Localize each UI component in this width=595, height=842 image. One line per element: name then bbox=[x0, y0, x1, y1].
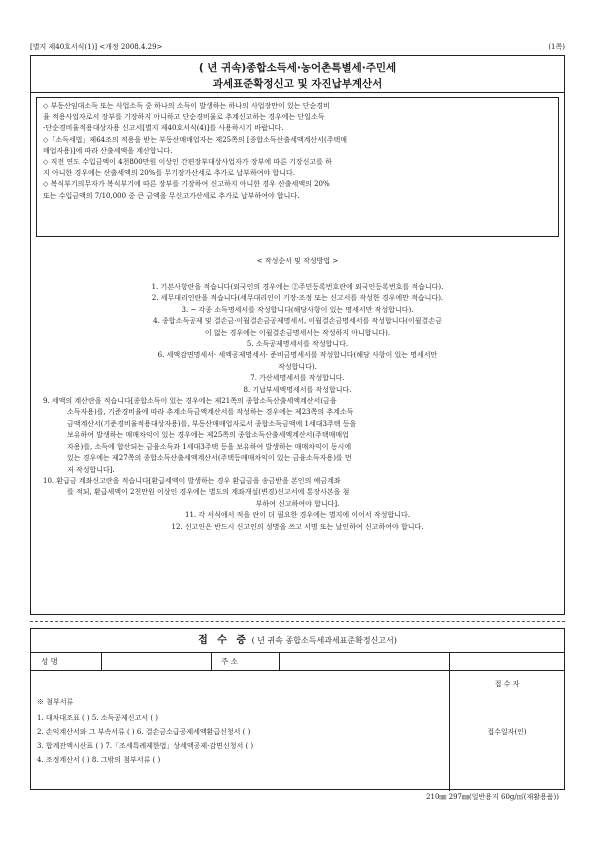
form-number: [별지 제40호서식(1)] <개정 2008.4.29> bbox=[30, 43, 163, 51]
divider bbox=[101, 653, 102, 671]
attachment-item: 3. 합계잔액시산표 ( ) 7.「조세특례제한법」상세액공제·감면신청서 ( ) bbox=[37, 742, 254, 750]
method-line: 저 작성합니다]. bbox=[67, 465, 115, 474]
notice-line: -단순경비율적용대상자용 신고서[별지 제40호서식(4)]를 사용하시기 바랍니다. bbox=[43, 124, 284, 133]
method-line: 있는 경우에는 제27쪽의 종합소득산출세액계산서(주택등매매차익이 있는 금융소득자용)를 먼 bbox=[67, 454, 352, 463]
method-line: 소득자용)를, 기준경비율에 따라 추계소득금액계산서를 작성하는 경우에는 제23쪽의 추계소득 bbox=[67, 408, 354, 417]
method-line: 6. 세액감면명세서· 세액공제명세서· 준비금명세서를 작성합니다(해당 사항이 있는 명세서만 bbox=[157, 351, 438, 360]
receipt-box bbox=[30, 628, 565, 790]
main-form-box bbox=[30, 55, 565, 615]
form-title-line2: 과세표준확정신고 및 자진납부계산서 bbox=[212, 78, 383, 90]
method-line: 3. ~ 각종 소득명세서를 작성합니다(해당사항이 있는 명세서만 작성합니다). bbox=[181, 305, 414, 314]
method-line: 부하여 신고하여야 합니다]. bbox=[255, 499, 340, 508]
notice-line: 또는 수입금액의 7/10,000 중 큰 금액을 무신고가산세로 추가로 납부하여야 합니다. bbox=[43, 191, 300, 200]
attachment-item: 1. 대차대조표 ( ) 5. 소득공제신고서 ( ) bbox=[37, 714, 159, 722]
method-line: 작성합니다). bbox=[278, 362, 317, 371]
receipt-title-main: 접 수 증 bbox=[198, 635, 250, 646]
attachments-title: ※ 첨부서류 bbox=[37, 698, 74, 706]
title-divider bbox=[31, 92, 564, 93]
method-line: 5. 소득공제명세서를 작성합니다. bbox=[246, 340, 349, 349]
divider bbox=[211, 653, 212, 671]
notice-line: ◇ 복식부기의무자가 복식부기에 따른 장부를 기장하여 신고하지 아니한 경우 산출세액의 20% bbox=[43, 180, 330, 189]
notice-line: 율 적용사업자로서 장부를 기장하지 아니하고 단순경비율로 추계신고하는 경우에는 단일소득 bbox=[43, 113, 325, 122]
divider bbox=[449, 653, 450, 671]
notice-box bbox=[36, 97, 559, 237]
notice-line: ◇ 부동산임대소득 또는 사업소득 중 하나의 소득이 발생하는 하나의 사업장만이 있는 단순경비 bbox=[43, 102, 330, 110]
notice-line: ◇ 직전 연도 수입금액이 4천800만원 이상인 간편장부대상사업자가 장부에 따른 기장신고를 하 bbox=[43, 158, 332, 167]
method-line: 11. 각 서식에서 적을 란이 더 필요한 경우에는 별지에 이어서 작성합니다. bbox=[185, 511, 410, 520]
cut-line bbox=[30, 621, 565, 622]
method-line: 금액계산서(기준경비율적용대상자용)를, 부동산매매업자로서 종합소득금액에 1세대3주택 등을 bbox=[67, 419, 357, 428]
method-line: 이 없는 경우에는 이월결손금명세서는 작성하지 아니합니다). bbox=[204, 328, 391, 337]
form-title-line1: ( 년 귀속)종합소득세·농어촌특별세·주민세 bbox=[198, 62, 397, 74]
page-number: (1쪽) bbox=[548, 43, 565, 51]
method-line: 2. 세무대리인란을 적습니다(세무대리인이 기장·조정 또는 신고서를 작성한 경우에만 적습니다). bbox=[151, 294, 444, 303]
attachment-item: 2. 손익계산서와 그 부속서류 ( ) 6. 결손금소급공제세액환급신청서 ( ) bbox=[37, 728, 251, 736]
attachment-item: 4. 조정계산서 ( ) 8. 그밖의 첨부서류 ( ) bbox=[37, 756, 161, 764]
method-line: 자용)를, 소득에 합산되는 금융소득과 1세대3주택 등을 보유하여 발생하는 매매차익이 동시에 bbox=[67, 442, 352, 451]
receipt-title bbox=[31, 629, 564, 653]
receipt-date-label: 접수일자(인) bbox=[487, 728, 527, 736]
notice-line: 지 아니한 경우에는 산출세액의 20%를 무기장가산세로 추가로 납부하여야 합니다. bbox=[43, 169, 295, 178]
method-title: < 작성순서 및 작성방법 > bbox=[256, 257, 339, 265]
paper-spec: 210㎜ 297㎜(일반용지 60g/㎡(재활용품)) bbox=[426, 793, 559, 801]
method-line: 7. 가산세명세서를 작성합니다. bbox=[250, 374, 345, 383]
notice-line: 매업자용)]에 따라 산출세액을 계산합니다. bbox=[43, 146, 173, 155]
form-header bbox=[30, 42, 565, 54]
receipt-title-sub: ( 년 귀속 종합소득세과세표준확정신고서) bbox=[251, 636, 397, 645]
name-label: 성 명 bbox=[41, 657, 58, 666]
method-line: 4. 종합소득공제 및 결손금·이월결손금공제명세서, 이월결손금명세서를 작성합니다(이월결손금 bbox=[153, 317, 442, 326]
method-line: 보유하여 발생하는 매매차익이 있는 경우에는 제25쪽의 종합소득산출세액계산서(주택매매업 bbox=[67, 431, 349, 440]
method-line: 1. 기본사항란을 적습니다(외국인의 경우에는 ②주민등록번호란에 외국인등록번호를 적습니다). bbox=[151, 283, 444, 291]
method-line: 를 적되, 환급세액이 2천만원 이상인 경우에는 별도의 계좌개설(변경)신고서에 통장사본을 첨 bbox=[67, 488, 350, 497]
divider bbox=[279, 653, 280, 671]
method-line: 10. 환급금 계좌신고란을 적습니다[환급세액이 발생하는 경우 환급금을 송금받을 본인의 예금계좌 bbox=[43, 476, 341, 485]
receiver-section bbox=[449, 671, 564, 791]
method-line: 9. 세액의 계산란을 적습니다[종합소득이 있는 경우에는 제21쪽의 종합소득산출세액계산서(금융 bbox=[43, 397, 337, 406]
address-label: 주 소 bbox=[221, 657, 238, 666]
attachments-section bbox=[31, 671, 449, 791]
method-list bbox=[43, 282, 552, 533]
receiver-label: 접 수 자 bbox=[494, 680, 520, 688]
receipt-name-row bbox=[31, 653, 564, 671]
method-line: 12. 신고인은 반드시 신고인의 성명을 쓰고 서명 또는 날인하여 신고하여야 합니다. bbox=[171, 522, 424, 531]
notice-line: ◇「소득세법」제64조의 적용을 받는 부동산매매업자는 제25쪽의 [종합소득산출세액계산서(주택매 bbox=[43, 135, 347, 144]
method-line: 8. 기납부세액명세서를 작성합니다. bbox=[243, 385, 352, 394]
